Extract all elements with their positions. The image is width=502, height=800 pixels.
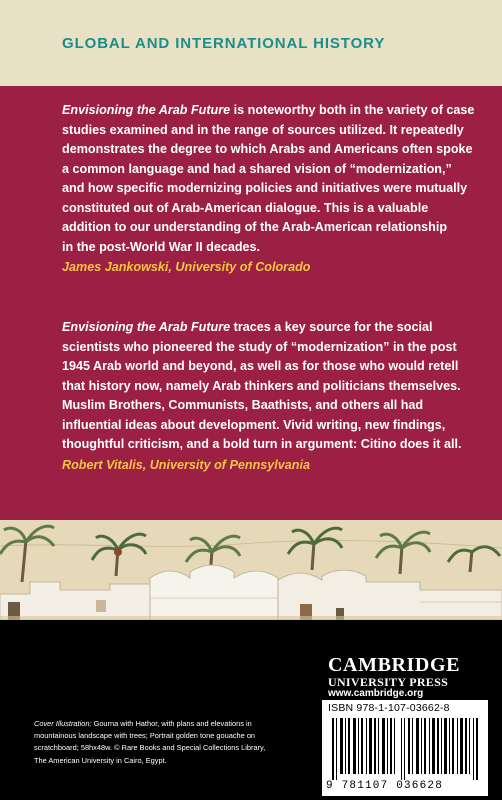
isbn-number: ISBN 978-1-107-03662-8	[328, 702, 450, 714]
blurb-line: constituted out of Arab-American dialogue. This is a valuable	[62, 200, 429, 215]
blurb-first-line: Envisioning the Arab Future is noteworthy both in the variety of case	[62, 103, 475, 117]
blurb-first-line: Envisioning the Arab Future traces a key source for the social	[62, 320, 433, 334]
series-title: GLOBAL AND INTERNATIONAL HISTORY	[62, 35, 386, 52]
credit-first-line: Cover Illustration: Gourna with Hathor, with plans and elevations in	[34, 719, 252, 728]
credit-line: scratchboard; 58hx48w. © Rare Books and Special Collections Library,	[34, 743, 266, 753]
publisher-subtitle: UNIVERSITY PRESS	[328, 675, 449, 689]
book-title: Envisioning the Arab Future	[62, 103, 231, 117]
publisher-name: CAMBRIDGE	[328, 654, 461, 676]
blurb-line: scientists who pioneered the study of “modernization” in the post	[62, 339, 457, 354]
blurb-line: thoughtful criticism, and a bold turn in argument: Citino does it all.	[62, 437, 462, 451]
blurb-line: 1945 Arab world and beyond, as well as for those who would retell	[62, 359, 459, 373]
reviewer-attribution: James Jankowski, University of Colorado	[62, 260, 311, 274]
publisher-url[interactable]: www.cambridge.org	[328, 688, 424, 699]
credit-line: The American University in Cairo, Egypt.	[34, 755, 167, 765]
isbn-barcode-panel	[322, 700, 488, 796]
blurb-line: influential ideas about development. Vivid writing, new findings,	[62, 417, 446, 432]
reviewer-attribution: Robert Vitalis, University of Pennsylvania	[62, 457, 310, 472]
barcode-graphic	[332, 718, 478, 780]
book-title: Envisioning the Arab Future	[62, 320, 231, 334]
blurb-line: a common language and had a shared vision of “modernization,”	[62, 161, 452, 176]
blurb-line: in the post-World War II decades.	[62, 239, 261, 254]
cover-painting	[0, 520, 502, 620]
blurb-line: studies examined and in the range of sources utilized. It repeatedly	[62, 122, 464, 137]
credit-line: mountainous landscape with trees; Portrait golden tone gouache on	[34, 731, 256, 741]
blurb-line: demonstrates the degree to which Arabs and Americans often spoke	[62, 142, 473, 156]
cover-illustration-credit	[34, 718, 314, 767]
blurb-line: and how specific modernizing policies and initiatives were mutually	[62, 181, 468, 195]
review-blurb-1	[62, 101, 482, 278]
blurb-line: Muslim Brothers, Communists, Baathists, and others all had	[62, 398, 424, 412]
barcode-digits: 9 781107 036628	[326, 780, 444, 792]
painting-illustration	[0, 520, 502, 620]
review-blurb-2	[62, 318, 482, 475]
blurb-line: that history now, namely Arab thinkers and politicians themselves.	[62, 378, 461, 393]
blurb-line: addition to our understanding of the Arab-American relationship	[62, 220, 448, 234]
